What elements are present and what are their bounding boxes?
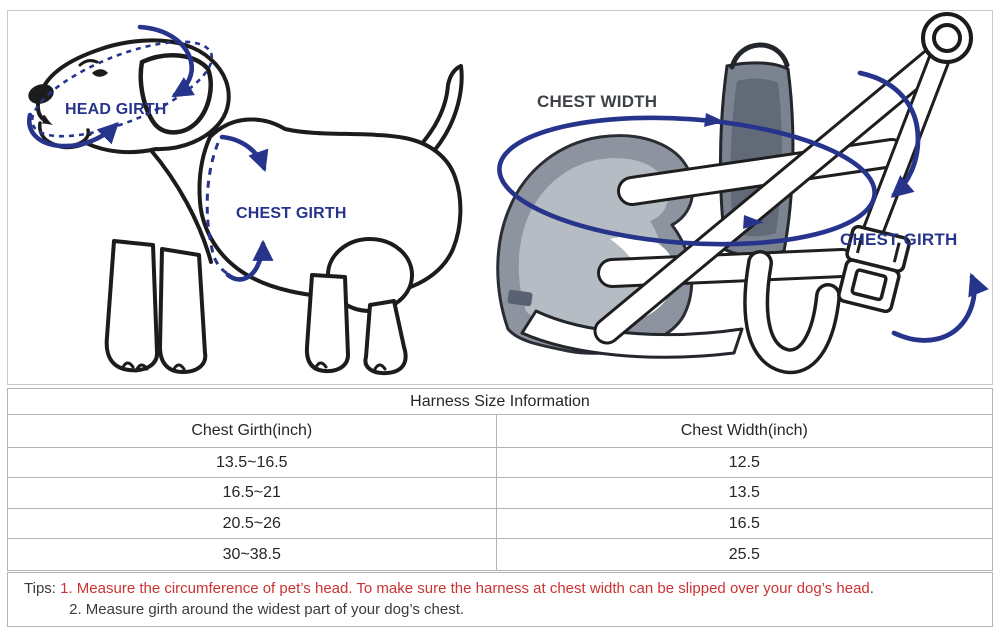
- tip-1-period: .: [869, 580, 874, 597]
- chest-girth-value: 20.5~26: [8, 509, 497, 539]
- table-title: Harness Size Information: [8, 389, 993, 415]
- table-title-row: [8, 389, 993, 415]
- tips-lines: [60, 578, 992, 620]
- measurement-diagram-panel: [7, 10, 993, 385]
- table-header-row: [8, 415, 993, 448]
- column-header-chest-girth: Chest Girth(inch): [8, 415, 497, 448]
- harness-size-table: [7, 388, 993, 571]
- chest-width-value: 12.5: [496, 448, 992, 478]
- chest-width-label: CHEST WIDTH: [537, 92, 658, 111]
- dog-front-near-leg: [107, 241, 157, 370]
- chest-width-value: 13.5: [496, 478, 992, 509]
- harness-lower-strap: [612, 263, 842, 273]
- harness-chest-girth-label: CHEST GIRTH: [840, 230, 958, 249]
- table-row: [8, 539, 993, 571]
- dog-rear-near-leg: [365, 301, 405, 373]
- chest-girth-value: 16.5~21: [8, 478, 497, 509]
- chest-girth-value: 13.5~16.5: [8, 448, 497, 478]
- harness-measuring-diagram: [492, 11, 992, 383]
- tips-label: Tips:: [24, 580, 61, 597]
- chest-width-value: 25.5: [496, 539, 992, 571]
- dog-measuring-diagram: [10, 17, 480, 382]
- chest-girth-value: 30~38.5: [8, 539, 497, 571]
- dog-rear-far-leg: [307, 275, 348, 371]
- harness-chest-girth-arrow-bottom: [894, 277, 974, 340]
- tip-1-text: 1. Measure the circumference of pet’s head. To make sure the harness at chest width can be slipped over your dog’s head: [60, 580, 870, 597]
- dog-chest-girth-label: CHEST GIRTH: [236, 205, 347, 222]
- chest-width-value: 16.5: [496, 509, 992, 539]
- tip-line-1: [60, 578, 992, 599]
- dog-front-far-leg: [160, 249, 205, 372]
- tips-box: [7, 572, 993, 627]
- table-row: [8, 478, 993, 509]
- table-row: [8, 448, 993, 478]
- head-girth-label: HEAD GIRTH: [65, 101, 167, 118]
- column-header-chest-width: Chest Width(inch): [496, 415, 992, 448]
- d-ring-inner: [934, 25, 960, 51]
- table-row: [8, 509, 993, 539]
- tip-line-2: 2. Measure girth around the widest part of your dog’s chest.: [69, 601, 465, 618]
